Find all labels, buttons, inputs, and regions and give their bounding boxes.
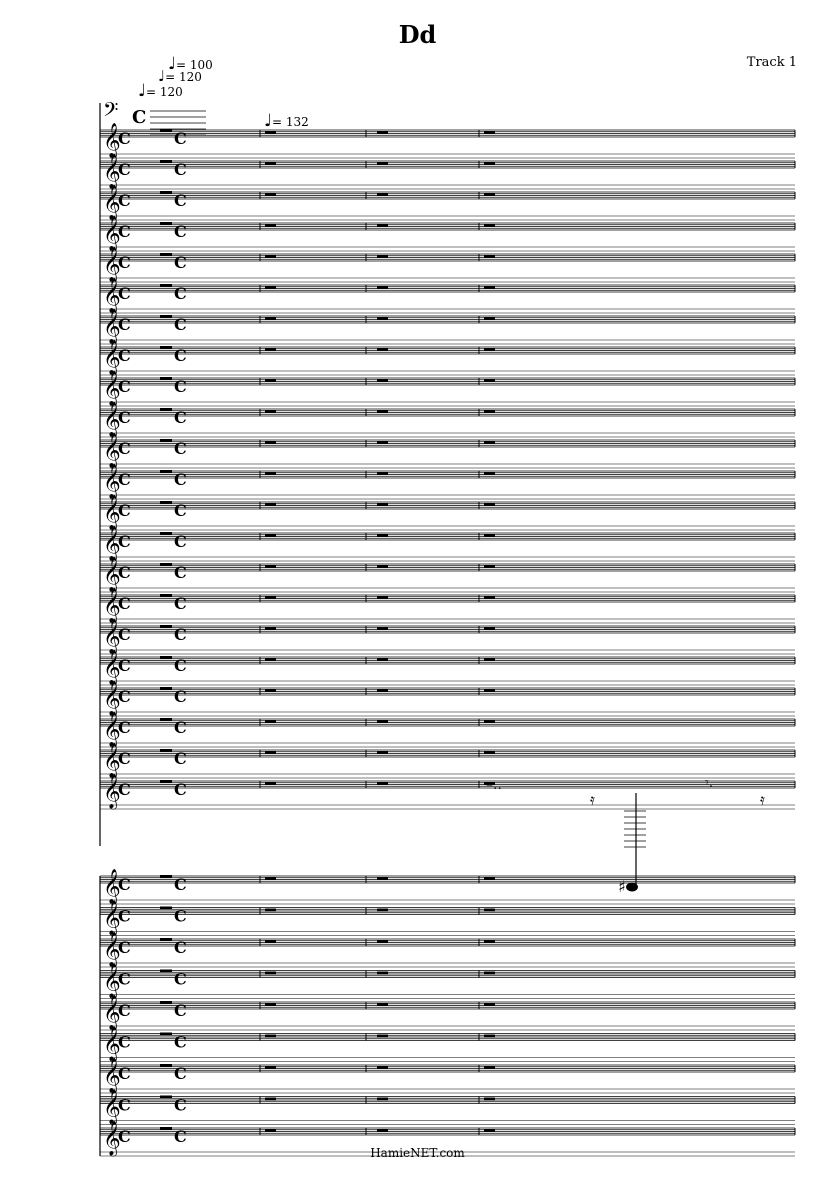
whole-rest	[484, 503, 495, 506]
whole-rest	[377, 972, 388, 975]
time-signature: C	[174, 439, 187, 458]
treble-clef-icon: 𝄞	[103, 932, 121, 967]
time-signature: C	[174, 969, 187, 989]
time-signature: C	[118, 346, 131, 365]
eighth-rest-icon: 𝄾.	[705, 775, 714, 791]
whole-rest	[377, 472, 388, 475]
treble-clef-icon: 𝄞	[103, 963, 121, 999]
whole-rest	[484, 317, 495, 320]
treble-clef-icon: 𝄞	[103, 154, 121, 189]
whole-rest	[265, 627, 276, 630]
time-signature: C	[118, 687, 131, 706]
whole-rest	[377, 565, 388, 568]
whole-rest	[377, 596, 388, 599]
treble-clef-icon: 𝄞	[103, 278, 121, 313]
whole-rest	[377, 534, 388, 537]
time-signature: C	[174, 501, 187, 520]
whole-rest	[160, 718, 172, 721]
whole-rest	[484, 224, 495, 227]
whole-rest	[377, 379, 388, 382]
time-signature: C	[118, 563, 131, 582]
whole-rest	[160, 907, 172, 910]
tempo-mark-120-b: ♩= 120	[138, 81, 183, 101]
treble-clef-icon: 𝄞	[103, 402, 121, 437]
whole-rest	[377, 503, 388, 506]
whole-rest	[265, 534, 276, 537]
whole-rest	[484, 972, 495, 975]
time-signature: C	[118, 1064, 131, 1083]
time-signature: C	[118, 906, 131, 926]
sixty-fourth-rest-icon: 𝄿	[590, 790, 595, 809]
time-signature: C	[132, 107, 147, 128]
whole-rest	[265, 286, 276, 289]
whole-rest	[160, 160, 172, 163]
whole-rest	[377, 1003, 388, 1006]
whole-rest	[377, 255, 388, 258]
treble-clef-icon: 𝄞	[103, 309, 121, 344]
time-signature: C	[118, 191, 131, 210]
quarter-note-icon: ♩	[264, 111, 273, 131]
whole-rest	[265, 255, 276, 258]
time-signature: C	[118, 377, 131, 396]
whole-rest	[377, 131, 388, 134]
whole-rest	[484, 379, 495, 382]
time-signature: C	[118, 1032, 131, 1052]
treble-clef-icon: 𝄞	[103, 247, 121, 282]
score-title: Dd	[398, 20, 437, 49]
whole-rest	[265, 782, 276, 785]
time-signature: C	[174, 253, 187, 272]
time-signature: C	[174, 160, 187, 179]
whole-rest	[265, 877, 276, 880]
whole-rest	[484, 255, 495, 258]
whole-rest	[160, 1096, 172, 1099]
treble-clef-icon: 𝄞	[103, 464, 121, 499]
whole-rest	[377, 317, 388, 320]
whole-rest	[265, 162, 276, 165]
whole-rest	[484, 1098, 495, 1101]
whole-rest	[265, 565, 276, 568]
whole-rest	[265, 940, 276, 943]
time-signature: C	[174, 656, 187, 675]
treble-clef-icon: 𝄞	[103, 774, 121, 809]
whole-rest	[484, 627, 495, 630]
whole-rest	[160, 1064, 172, 1067]
treble-clef-icon: 𝄞	[103, 495, 121, 530]
time-signature: C	[174, 1095, 187, 1115]
whole-rest	[484, 162, 495, 165]
whole-rest	[484, 940, 495, 943]
time-signature: C	[174, 749, 187, 768]
time-signature: C	[118, 439, 131, 458]
treble-clef-icon: 𝄞	[103, 123, 121, 158]
whole-rest	[160, 1127, 172, 1130]
whole-rest	[265, 379, 276, 382]
time-signature: C	[174, 594, 187, 613]
time-signature: C	[118, 656, 131, 675]
whole-rest	[484, 909, 495, 912]
time-signature: C	[118, 408, 131, 427]
time-signature: C	[174, 906, 187, 926]
whole-rest	[377, 940, 388, 943]
whole-rest	[160, 253, 172, 256]
treble-clef-icon: 𝄞	[103, 712, 121, 747]
whole-rest	[265, 689, 276, 692]
whole-rest	[377, 782, 388, 785]
time-signature: C	[118, 253, 131, 272]
whole-rest	[484, 1035, 495, 1038]
treble-clef-icon: 𝄞	[103, 681, 121, 716]
whole-rest	[265, 503, 276, 506]
whole-rest	[377, 410, 388, 413]
treble-clef-icon: 𝄞	[103, 1121, 121, 1156]
whole-rest	[265, 972, 276, 975]
whole-rest	[484, 565, 495, 568]
whole-rest	[160, 970, 172, 973]
whole-rest	[377, 1129, 388, 1132]
whole-rest	[265, 751, 276, 754]
time-signature: C	[118, 1095, 131, 1115]
sixty-fourth-rest-icon: 𝄿	[760, 790, 765, 809]
whole-rest	[484, 534, 495, 537]
whole-rest	[265, 720, 276, 723]
whole-rest	[265, 410, 276, 413]
time-signature: C	[118, 501, 131, 520]
whole-rest	[265, 1003, 276, 1006]
time-signature: C	[118, 749, 131, 768]
treble-clef-icon: 𝄞	[103, 619, 121, 654]
whole-rest	[484, 877, 495, 880]
whole-rest	[160, 470, 172, 473]
whole-rest	[160, 284, 172, 287]
whole-rest	[265, 317, 276, 320]
whole-rest	[377, 720, 388, 723]
whole-rest	[160, 129, 172, 132]
time-signature: C	[118, 315, 131, 334]
whole-rest	[160, 687, 172, 690]
time-signature: C	[118, 160, 131, 179]
whole-rest	[377, 877, 388, 880]
whole-rest	[484, 193, 495, 196]
whole-rest	[160, 222, 172, 225]
time-signature: C	[174, 470, 187, 489]
whole-rest	[265, 1129, 276, 1132]
time-signature: C	[118, 780, 131, 799]
time-signature: C	[174, 346, 187, 365]
time-signature: C	[174, 875, 187, 894]
time-signature: C	[174, 1032, 187, 1052]
time-signature: C	[174, 408, 187, 427]
time-signature: C	[118, 875, 131, 894]
track-label: Track 1	[746, 55, 797, 70]
tempo-mark-132: ♩= 132	[264, 111, 309, 131]
treble-clef-icon: 𝄞	[103, 743, 121, 778]
treble-clef-icon: 𝄞	[103, 869, 121, 904]
whole-rest	[484, 751, 495, 754]
whole-rest	[377, 1098, 388, 1101]
time-signature: C	[118, 532, 131, 551]
whole-rest	[377, 348, 388, 351]
dotted-rest: –..	[486, 777, 502, 793]
whole-rest	[484, 1003, 495, 1006]
whole-rest	[160, 656, 172, 659]
treble-clef-icon: 𝄞	[103, 216, 121, 251]
time-signature: C	[118, 625, 131, 644]
whole-rest	[265, 131, 276, 134]
treble-clef-icon: 𝄞	[103, 433, 121, 468]
time-signature: C	[174, 191, 187, 210]
time-signature: C	[118, 470, 131, 489]
time-signature: C	[174, 315, 187, 334]
whole-rest	[377, 689, 388, 692]
whole-rest	[484, 472, 495, 475]
time-signature: C	[174, 222, 187, 241]
time-signature: C	[118, 594, 131, 613]
whole-rest	[377, 1035, 388, 1038]
whole-rest	[484, 131, 495, 134]
whole-rest	[484, 286, 495, 289]
whole-rest	[160, 532, 172, 535]
whole-rest	[160, 1033, 172, 1036]
whole-rest	[484, 658, 495, 661]
whole-rest	[160, 1001, 172, 1004]
whole-rest	[160, 408, 172, 411]
bass-clef-icon: 𝄢	[103, 98, 119, 126]
time-signature: C	[174, 625, 187, 644]
whole-rest	[484, 410, 495, 413]
whole-rest	[160, 377, 172, 380]
treble-clef-icon: 𝄞	[103, 185, 121, 220]
whole-rest	[160, 749, 172, 752]
whole-rest	[265, 596, 276, 599]
time-signature: C	[174, 718, 187, 737]
whole-rest	[484, 441, 495, 444]
whole-rest	[265, 1066, 276, 1069]
whole-rest	[265, 441, 276, 444]
footer-credit: HamieNET.com	[370, 1146, 465, 1160]
time-signature: C	[174, 1064, 187, 1083]
whole-rest	[265, 348, 276, 351]
whole-rest	[265, 193, 276, 196]
note-head	[626, 883, 638, 892]
time-signature: C	[118, 284, 131, 303]
treble-clef-icon: 𝄞	[103, 588, 121, 623]
whole-rest	[160, 346, 172, 349]
time-signature: C	[118, 718, 131, 737]
whole-rest	[377, 909, 388, 912]
treble-clef-icon: 𝄞	[103, 340, 121, 375]
treble-clef-icon: 𝄞	[103, 995, 121, 1030]
whole-rest	[160, 563, 172, 566]
whole-rest	[160, 439, 172, 442]
whole-rest	[265, 658, 276, 661]
whole-rest	[484, 720, 495, 723]
whole-rest	[484, 689, 495, 692]
whole-rest	[377, 286, 388, 289]
whole-rest	[377, 224, 388, 227]
whole-rest	[377, 658, 388, 661]
whole-rest	[160, 625, 172, 628]
time-signature: C	[174, 780, 187, 799]
time-signature: C	[174, 532, 187, 551]
whole-rest	[160, 780, 172, 783]
quarter-note-icon: ♩	[158, 67, 166, 85]
whole-rest	[377, 193, 388, 196]
treble-clef-icon: 𝄞	[103, 900, 121, 936]
whole-rest	[377, 1066, 388, 1069]
time-signature: C	[174, 284, 187, 303]
whole-rest	[484, 1066, 495, 1069]
whole-rest	[484, 348, 495, 351]
whole-rest	[265, 472, 276, 475]
whole-rest	[160, 501, 172, 504]
treble-clef-icon: 𝄞	[103, 1026, 121, 1062]
whole-rest	[377, 751, 388, 754]
treble-clef-icon: 𝄞	[103, 371, 121, 406]
time-signature: C	[118, 938, 131, 957]
whole-rest	[265, 1098, 276, 1101]
time-signature: C	[174, 563, 187, 582]
whole-rest	[265, 1035, 276, 1038]
quarter-note-icon: ♩	[168, 54, 177, 74]
time-signature: C	[118, 1001, 131, 1020]
time-signature: C	[174, 129, 187, 148]
time-signature: C	[174, 377, 187, 396]
whole-rest	[160, 938, 172, 941]
whole-rest	[377, 441, 388, 444]
time-signature: C	[118, 222, 131, 241]
whole-rest	[265, 909, 276, 912]
whole-rest	[377, 627, 388, 630]
treble-clef-icon: 𝄞	[103, 1058, 121, 1093]
tempo-mark-100: ♩= 100	[168, 54, 213, 74]
treble-clef-icon: 𝄞	[103, 650, 121, 685]
time-signature: C	[174, 687, 187, 706]
whole-rest	[265, 224, 276, 227]
whole-rest	[160, 315, 172, 318]
tempo-mark-120-a: ♩= 120	[158, 67, 202, 85]
time-signature: C	[174, 1001, 187, 1020]
whole-rest	[160, 191, 172, 194]
time-signature: C	[174, 1127, 187, 1146]
treble-clef-icon: 𝄞	[103, 1089, 121, 1125]
treble-clef-icon: 𝄞	[103, 557, 121, 592]
time-signature: C	[174, 938, 187, 957]
whole-rest	[377, 162, 388, 165]
whole-rest	[160, 594, 172, 597]
treble-clef-icon: 𝄞	[103, 526, 121, 561]
whole-rest	[160, 875, 172, 878]
whole-rest	[484, 596, 495, 599]
time-signature: C	[118, 129, 131, 148]
time-signature: C	[118, 969, 131, 989]
quarter-note-icon: ♩	[138, 81, 147, 101]
whole-rest	[484, 1129, 495, 1132]
time-signature: C	[118, 1127, 131, 1146]
sharp-icon: ♯	[618, 877, 626, 896]
